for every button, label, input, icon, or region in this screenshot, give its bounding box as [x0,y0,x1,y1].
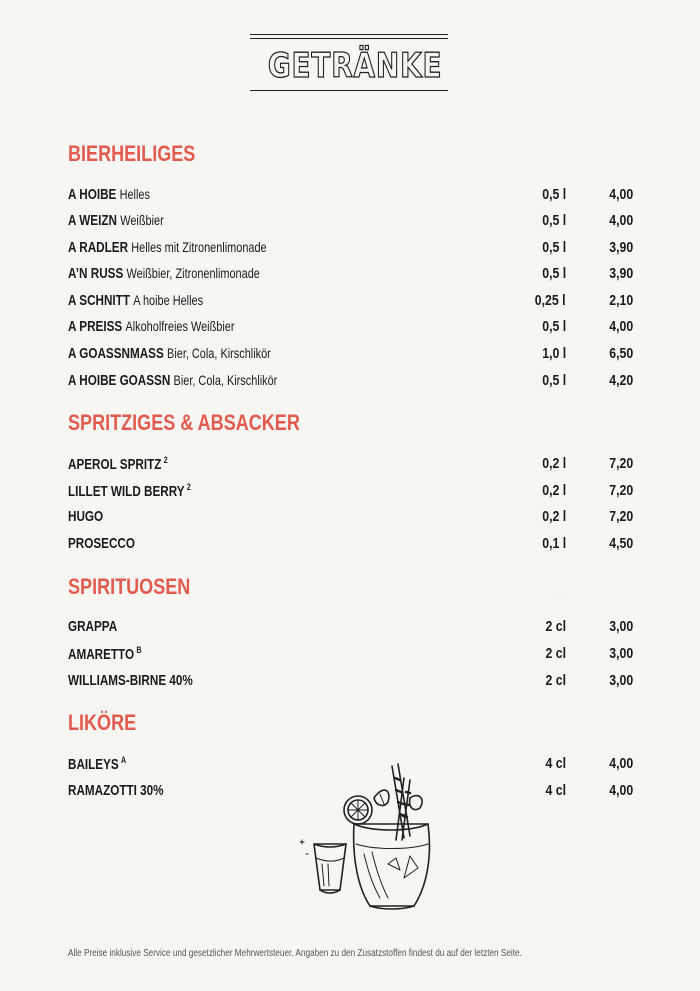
item-volume: 0,5 l [542,265,566,282]
item-name: LILLET WILD BERRY [68,483,185,500]
item-name-wrap [68,618,117,635]
section-title-likoere: LIKÖRE [68,710,137,735]
page-title: GETRÄNKE [267,46,443,86]
section-title-spritziges: SPRITZIGES & ABSACKER [68,410,300,435]
menu-item [68,645,633,665]
item-description: Helles mit Zitronenlimonade [131,239,267,255]
menu-item [68,482,633,502]
item-price: 4,00 [609,318,633,335]
item-price: 3,90 [609,239,633,256]
page-header [250,30,448,94]
item-name: WILLIAMS-BIRNE 40% [68,672,193,689]
item-name: A’N RUSS [68,265,124,282]
item-name: A RADLER [68,239,129,256]
item-volume: 4 cl [545,755,566,772]
item-description: Helles [119,186,150,202]
menu-item [68,212,633,232]
item-name-wrap [68,455,168,473]
item-price: 4,00 [609,782,633,799]
item-name: GRAPPA [68,618,118,635]
item-description: Weißbier, Zitronenlimonade [126,265,260,281]
title-rule-top-inner [250,38,448,39]
item-volume: 0,25 l [535,292,566,309]
menu-item [68,508,633,528]
item-volume: 0,5 l [542,239,566,256]
section-title-spirituosen: SPIRITUOSEN [68,574,191,599]
item-price: 6,50 [609,345,633,362]
item-description: Weißbier [120,212,164,228]
item-volume: 2 cl [545,672,566,689]
item-name-wrap [68,318,234,335]
item-name: PROSECCO [68,535,135,552]
item-name: HUGO [68,508,104,525]
item-price: 7,20 [609,508,633,525]
item-price: 4,00 [609,186,633,203]
item-name: A HOIBE [68,186,117,203]
item-volume: 0,2 l [542,482,566,499]
item-volume: 1,0 l [542,345,566,362]
item-name: A HOIBE GOASSN [68,372,171,389]
item-name-wrap [68,345,271,362]
item-price: 3,00 [609,618,633,635]
item-price: 3,00 [609,672,633,689]
item-name-wrap [68,535,135,552]
menu-item [68,372,633,392]
item-footnote: A [121,755,127,765]
item-volume: 4 cl [545,782,566,799]
item-description: Bier, Cola, Kirschlikör [173,372,278,388]
menu-item [68,265,633,285]
item-footnote: 2 [186,482,191,492]
item-description: Bier, Cola, Kirschlikör [167,345,271,361]
item-price: 4,00 [609,755,633,772]
item-name-wrap [68,755,126,773]
menu-item [68,455,633,475]
item-name-wrap [68,372,277,389]
item-name: A SCHNITT [68,292,130,309]
item-description: A hoibe Helles [133,292,204,308]
item-price: 3,00 [609,645,633,662]
item-name-wrap [68,672,193,689]
item-name-wrap [68,482,191,500]
item-footnote: B [136,645,142,655]
item-volume: 0,2 l [542,508,566,525]
menu-item [68,345,633,365]
title-rule-bottom [250,90,448,91]
item-price: 4,50 [609,535,633,552]
item-volume: 0,5 l [542,212,566,229]
item-volume: 0,2 l [542,455,566,472]
item-volume: 0,5 l [542,186,566,203]
item-volume: 0,1 l [542,535,566,552]
menu-item [68,672,633,692]
item-name: RAMAZOTTI 30% [68,782,164,799]
footer-note: Alle Preise inklusive Service und gesetzlicher Mehrwertsteuer. Angaben zu den Zusatzstoffen findest du auf der letzten Seite. [68,948,522,959]
item-volume: 0,5 l [542,372,566,389]
item-description: Alkoholfreies Weißbier [125,318,235,334]
item-price: 7,20 [609,482,633,499]
item-price: 4,20 [609,372,633,389]
item-price: 7,20 [609,455,633,472]
item-name-wrap [68,212,164,229]
menu-item [68,318,633,338]
item-name-wrap [68,508,103,525]
item-volume: 0,5 l [542,318,566,335]
item-name-wrap [68,265,260,282]
item-volume: 2 cl [545,618,566,635]
item-footnote: 2 [163,455,168,465]
item-name: APEROL SPRITZ [68,456,162,473]
menu-item [68,535,633,555]
menu-item [68,292,633,312]
item-name-wrap [68,292,203,309]
item-name-wrap [68,239,267,256]
item-name-wrap [68,186,150,203]
item-name: A GOASSNMASS [68,345,164,362]
menu-item [68,618,633,638]
item-name-wrap [68,645,142,663]
item-name: A PREISS [68,318,123,335]
item-name: BAILEYS [68,756,119,773]
menu-item [68,186,633,206]
item-price: 3,90 [609,265,633,282]
item-name: A WEIZN [68,212,117,229]
item-price: 4,00 [609,212,633,229]
item-price: 2,10 [609,292,633,309]
menu-item [68,239,633,259]
title-rule-top [250,34,448,35]
section-title-bierheiliges: BIERHEILIGES [68,141,196,166]
item-name: AMARETTO [68,646,135,663]
cocktail-glass-and-shot-glass-icon [292,758,442,918]
item-volume: 2 cl [545,645,566,662]
item-name-wrap [68,782,164,799]
